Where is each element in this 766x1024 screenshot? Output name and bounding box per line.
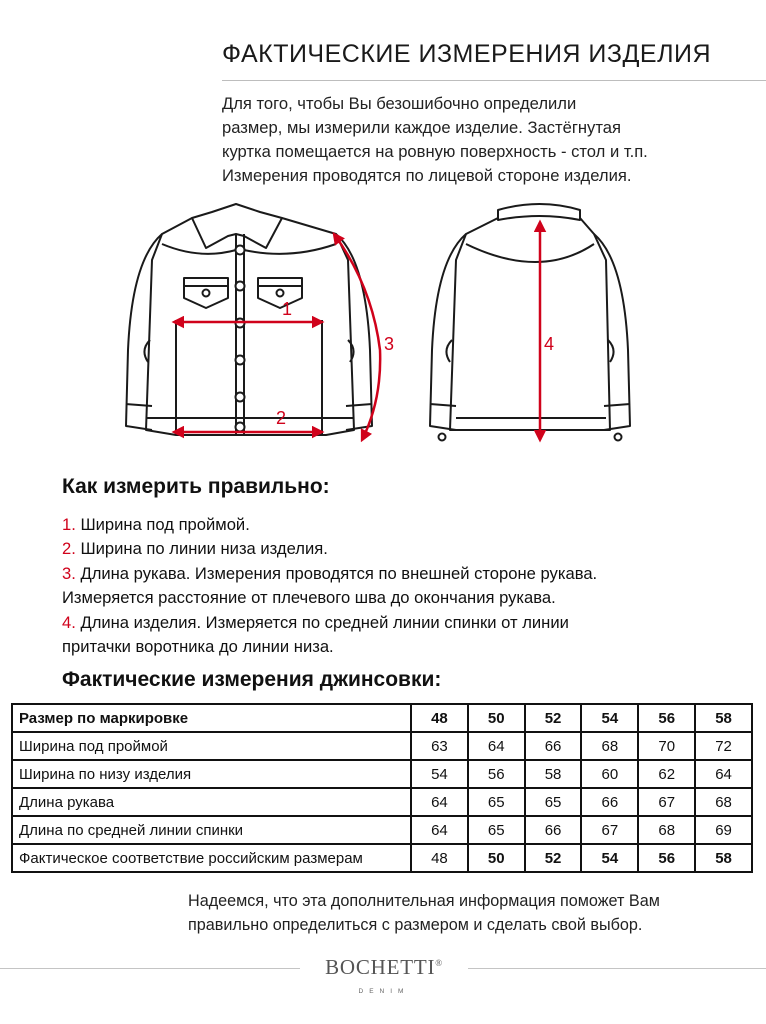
table-header-row	[12, 704, 752, 732]
step-text: Ширина под проймой.	[75, 515, 250, 534]
table-cell: 66	[525, 816, 582, 844]
step-text: Ширина по линии низа изделия.	[75, 539, 328, 559]
step-text: Измеряется расстояние от плечевого шва до окончания рукава.	[62, 588, 556, 608]
table-cell: 50	[468, 844, 525, 872]
howto-steps	[62, 513, 597, 659]
howto-step	[62, 513, 597, 537]
step-number: 1.	[62, 515, 76, 534]
registered-mark: ®	[435, 958, 443, 968]
measure-label-2: 2	[276, 408, 287, 428]
table-row	[12, 732, 752, 760]
table-cell: 65	[468, 816, 525, 844]
table-cell: 56	[638, 704, 695, 732]
footer-divider-left	[0, 968, 300, 969]
table-cell: 64	[411, 816, 468, 844]
howto-step	[62, 586, 597, 610]
table-row	[12, 760, 752, 788]
closing-line: правильно определиться с размером и сделать свой выбор.	[188, 916, 643, 934]
jacket-measurement-illustration	[0, 190, 766, 470]
intro-text	[222, 92, 762, 188]
step-number: 4.	[62, 612, 76, 632]
closing-line: Надеемся, что эта дополнительная информация поможет Вам	[188, 892, 660, 910]
closing-note	[188, 889, 660, 937]
table-cell: 65	[525, 788, 582, 816]
brand-subtitle: DENIM	[358, 988, 410, 995]
table-cell: 58	[695, 704, 752, 732]
howto-step	[62, 611, 597, 635]
table-cell: 68	[638, 816, 695, 844]
table-row	[12, 788, 752, 816]
measurements-title: Фактические измерения джинсовки:	[62, 668, 442, 691]
table-cell: 52	[525, 704, 582, 732]
table-cell: 68	[695, 788, 752, 816]
measure-label-4: 4	[544, 334, 555, 354]
intro-line: Измерения проводятся по лицевой стороне изделия.	[222, 166, 632, 185]
intro-line: размер, мы измерили каждое изделие. Застёгнутая	[222, 118, 621, 137]
step-text: Длина рукава. Измерения проводятся по внешней стороне рукава.	[75, 563, 598, 583]
table-cell: 60	[581, 760, 638, 788]
brand-name: BOCHETTI	[325, 955, 436, 979]
table-cell: 67	[581, 816, 638, 844]
table-cell: 64	[468, 732, 525, 760]
step-number: 2.	[62, 539, 76, 559]
table-cell: 66	[581, 788, 638, 816]
table-cell: 56	[468, 760, 525, 788]
footer-divider-right	[468, 968, 766, 969]
table-cell-label: Длина по средней линии спинки	[12, 816, 411, 844]
table-row-russian-size	[12, 844, 752, 872]
table-cell-label: Ширина по низу изделия	[12, 760, 411, 788]
title-divider	[222, 80, 766, 81]
table-cell: 48	[411, 704, 468, 732]
table-cell: 54	[581, 704, 638, 732]
table-cell: 48	[411, 844, 468, 872]
table-cell: 66	[525, 732, 582, 760]
table-cell: 64	[695, 760, 752, 788]
measure-label-1: 1	[282, 299, 293, 319]
table-cell-label: Длина рукава	[12, 788, 411, 816]
step-text: притачки воротника до линии низа.	[62, 637, 334, 657]
table-cell: 54	[411, 760, 468, 788]
table-cell-label: Фактическое соответствие российским размерам	[12, 844, 411, 872]
table-row	[12, 816, 752, 844]
step-number: 3.	[62, 563, 76, 583]
jacket-back-buttons	[439, 434, 622, 441]
table-cell: 67	[638, 788, 695, 816]
table-cell-label: Размер по маркировке	[12, 704, 411, 732]
table-cell: 70	[638, 732, 695, 760]
intro-line: Для того, чтобы Вы безошибочно определили	[222, 94, 577, 113]
howto-step	[62, 562, 597, 586]
table-cell: 72	[695, 732, 752, 760]
howto-title: Как измерить правильно:	[62, 475, 330, 498]
table-cell: 56	[638, 844, 695, 872]
table-cell: 58	[695, 844, 752, 872]
size-table	[11, 703, 753, 873]
table-cell: 65	[468, 788, 525, 816]
table-cell: 50	[468, 704, 525, 732]
jacket-back-drawing	[430, 204, 630, 430]
table-cell: 69	[695, 816, 752, 844]
howto-step	[62, 635, 597, 659]
table-cell: 62	[638, 760, 695, 788]
intro-line: куртка помещается на ровную поверхность - стол и т.п.	[222, 142, 648, 161]
table-cell: 64	[411, 788, 468, 816]
table-cell: 58	[525, 760, 582, 788]
howto-step	[62, 537, 597, 561]
jacket-front-drawing	[126, 204, 372, 436]
measure-label-3: 3	[384, 334, 395, 354]
brand-logo	[306, 955, 462, 980]
table-cell: 54	[581, 844, 638, 872]
table-cell: 52	[525, 844, 582, 872]
table-cell: 68	[581, 732, 638, 760]
table-cell: 63	[411, 732, 468, 760]
table-cell-label: Ширина под проймой	[12, 732, 411, 760]
step-text: Длина изделия. Измеряется по средней линии спинки от линии	[75, 612, 569, 632]
page-title: ФАКТИЧЕСКИЕ ИЗМЕРЕНИЯ ИЗДЕЛИЯ	[222, 40, 712, 68]
